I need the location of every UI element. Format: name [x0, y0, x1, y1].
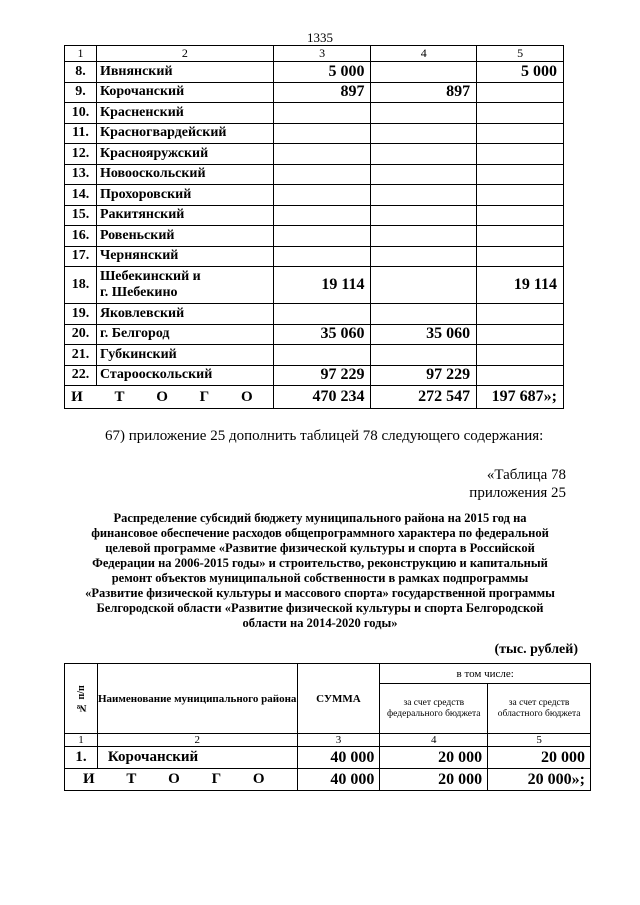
district-name: [96, 267, 273, 304]
sum-value: [273, 103, 371, 124]
table-row: [65, 164, 564, 185]
col-header: 4: [371, 46, 477, 62]
table-reference-line: приложения 25: [469, 485, 566, 501]
units-label: (тыс. рублей): [494, 642, 578, 657]
col-number: 3: [297, 734, 380, 747]
table-reference: [469, 466, 566, 502]
sum-value: 40 000: [297, 747, 380, 769]
regional-value: [477, 205, 564, 226]
table-row: [65, 345, 564, 366]
federal-value: [371, 226, 477, 247]
district-name: г. Белгород: [96, 324, 273, 345]
row-number: 15.: [65, 205, 97, 226]
sum-value: [273, 345, 371, 366]
col-header-sum: СУММА: [297, 664, 380, 734]
row-number: 17.: [65, 246, 97, 267]
regional-value: [477, 103, 564, 124]
district-name: Ракитянский: [96, 205, 273, 226]
table-row: [65, 324, 564, 345]
regional-value: 20 000: [488, 747, 591, 769]
federal-value: 20 000: [380, 747, 488, 769]
table-row: [65, 205, 564, 226]
regional-value: [477, 164, 564, 185]
row-number: 19.: [65, 304, 97, 325]
district-name: Красненский: [96, 103, 273, 124]
total-regional: 20 000»;: [488, 769, 591, 791]
federal-value: [371, 185, 477, 206]
col-header-number: № п/п: [65, 664, 98, 734]
row-number: 22.: [65, 365, 97, 386]
district-name: Прохоровский: [96, 185, 273, 206]
regional-value: [477, 246, 564, 267]
table-row: [65, 747, 591, 769]
sum-value: 897: [273, 82, 371, 103]
table-row: [65, 246, 564, 267]
table-row: [65, 304, 564, 325]
row-number: 13.: [65, 164, 97, 185]
col-header-federal: за счет средств федерального бюджета: [380, 684, 488, 734]
col-number-row: [65, 734, 591, 747]
federal-value: [371, 345, 477, 366]
col-header: 1: [65, 46, 97, 62]
federal-value: [371, 144, 477, 165]
total-federal: 20 000: [380, 769, 488, 791]
sum-value: 97 229: [273, 365, 371, 386]
col-number: 4: [380, 734, 488, 747]
row-number: 9.: [65, 82, 97, 103]
federal-value: [371, 246, 477, 267]
district-name: Чернянский: [96, 246, 273, 267]
row-number: 18.: [65, 267, 97, 304]
sum-value: 19 114: [273, 267, 371, 304]
title-line: Федерации на 2006-2015 годы» и строительство, реконструкцию и капитальный: [92, 556, 548, 570]
total-sum: 40 000: [297, 769, 380, 791]
regional-value: [477, 304, 564, 325]
title-line: ремонт объектов муниципальной собственности в рамках подпрограммы: [111, 571, 529, 585]
paragraph-text: 67) приложение 25 дополнить таблицей 78 следующего содержания:: [105, 428, 544, 444]
row-number: 16.: [65, 226, 97, 247]
sum-value: 5 000: [273, 62, 371, 83]
federal-value: [371, 164, 477, 185]
district-name: Яковлевский: [96, 304, 273, 325]
total-regional: 197 687»;: [477, 386, 564, 409]
federal-value: [371, 123, 477, 144]
district-name: Губкинский: [96, 345, 273, 366]
sum-value: [273, 123, 371, 144]
total-row: [65, 386, 564, 409]
federal-value: 897: [371, 82, 477, 103]
title-line: области на 2014-2020 годы»: [242, 616, 398, 630]
district-name-line: г. Шебекино: [99, 285, 178, 300]
total-federal: 272 547: [371, 386, 477, 409]
table-title: [70, 511, 570, 631]
col-header-regional: за счет средств областного бюджета: [488, 684, 591, 734]
col-number: 1: [65, 734, 98, 747]
sum-value: [273, 205, 371, 226]
total-label: И Т О Г О: [65, 386, 274, 409]
district-name: Старооскольский: [96, 365, 273, 386]
row-number: 21.: [65, 345, 97, 366]
title-line: финансовое обеспечение расходов общепрограммного характера по федеральной: [91, 526, 549, 540]
district-name: Краснояружский: [96, 144, 273, 165]
district-name-line: Шебекинский и: [99, 269, 201, 284]
col-number: 5: [488, 734, 591, 747]
regional-value: [477, 365, 564, 386]
federal-value: [371, 103, 477, 124]
table-row: [65, 267, 564, 304]
col-header-including: в том числе:: [380, 664, 591, 684]
page-number: 1335: [307, 30, 333, 45]
title-line: целевой программе «Развитие физической культуры и спорта в Российской: [105, 541, 535, 555]
col-header: 5: [477, 46, 564, 62]
federal-value: [371, 304, 477, 325]
regional-value: [477, 345, 564, 366]
title-line: Белгородской области «Развитие физической культуры и спорта Белгородской: [96, 601, 544, 615]
federal-value: [371, 205, 477, 226]
table-row: [65, 62, 564, 83]
total-row: [65, 769, 591, 791]
district-name: Ивнянский: [96, 62, 273, 83]
row-number: 12.: [65, 144, 97, 165]
district-name: Красногвардейский: [96, 123, 273, 144]
table-row: [65, 82, 564, 103]
district-name: Корочанский: [96, 82, 273, 103]
total-sum: 470 234: [273, 386, 371, 409]
regional-value: 5 000: [477, 62, 564, 83]
regional-value: [477, 324, 564, 345]
regional-value: [477, 144, 564, 165]
regional-value: [477, 82, 564, 103]
federal-value: [371, 62, 477, 83]
sum-value: [273, 144, 371, 165]
sum-value: [273, 246, 371, 267]
subsidy-table-continuation: [64, 45, 564, 409]
sum-value: [273, 226, 371, 247]
col-header: 2: [96, 46, 273, 62]
sum-value: [273, 304, 371, 325]
title-line: «Развитие физической культуры и массового спорта» государственной программы: [85, 586, 555, 600]
total-label: И Т О Г О: [65, 769, 298, 791]
row-number: 10.: [65, 103, 97, 124]
regional-value: [477, 123, 564, 144]
col-number: 2: [97, 734, 297, 747]
federal-value: [371, 267, 477, 304]
table-row: [65, 103, 564, 124]
district-name: Новооскольский: [96, 164, 273, 185]
table-reference-line: «Таблица 78: [486, 467, 566, 483]
regional-value: 19 114: [477, 267, 564, 304]
table-row: [65, 144, 564, 165]
row-number: 14.: [65, 185, 97, 206]
table-header-row: [65, 46, 564, 62]
table-row: [65, 365, 564, 386]
col-header: 3: [273, 46, 371, 62]
table-row: [65, 185, 564, 206]
row-number: 11.: [65, 123, 97, 144]
regional-value: [477, 185, 564, 206]
row-number: 8.: [65, 62, 97, 83]
federal-value: 35 060: [371, 324, 477, 345]
district-name: Ровеньский: [96, 226, 273, 247]
district-name: Корочанский: [97, 747, 297, 769]
table-row: [65, 123, 564, 144]
table-row: [65, 226, 564, 247]
row-number: 1.: [65, 747, 98, 769]
sum-value: 35 060: [273, 324, 371, 345]
col-header-name: Наименование муниципального района: [97, 664, 297, 734]
sum-value: [273, 164, 371, 185]
sum-value: [273, 185, 371, 206]
title-line: Распределение субсидий бюджету муниципального района на 2015 год на: [113, 511, 527, 525]
regional-value: [477, 226, 564, 247]
row-number: 20.: [65, 324, 97, 345]
subsidy-table-78: [64, 663, 591, 791]
federal-value: 97 229: [371, 365, 477, 386]
